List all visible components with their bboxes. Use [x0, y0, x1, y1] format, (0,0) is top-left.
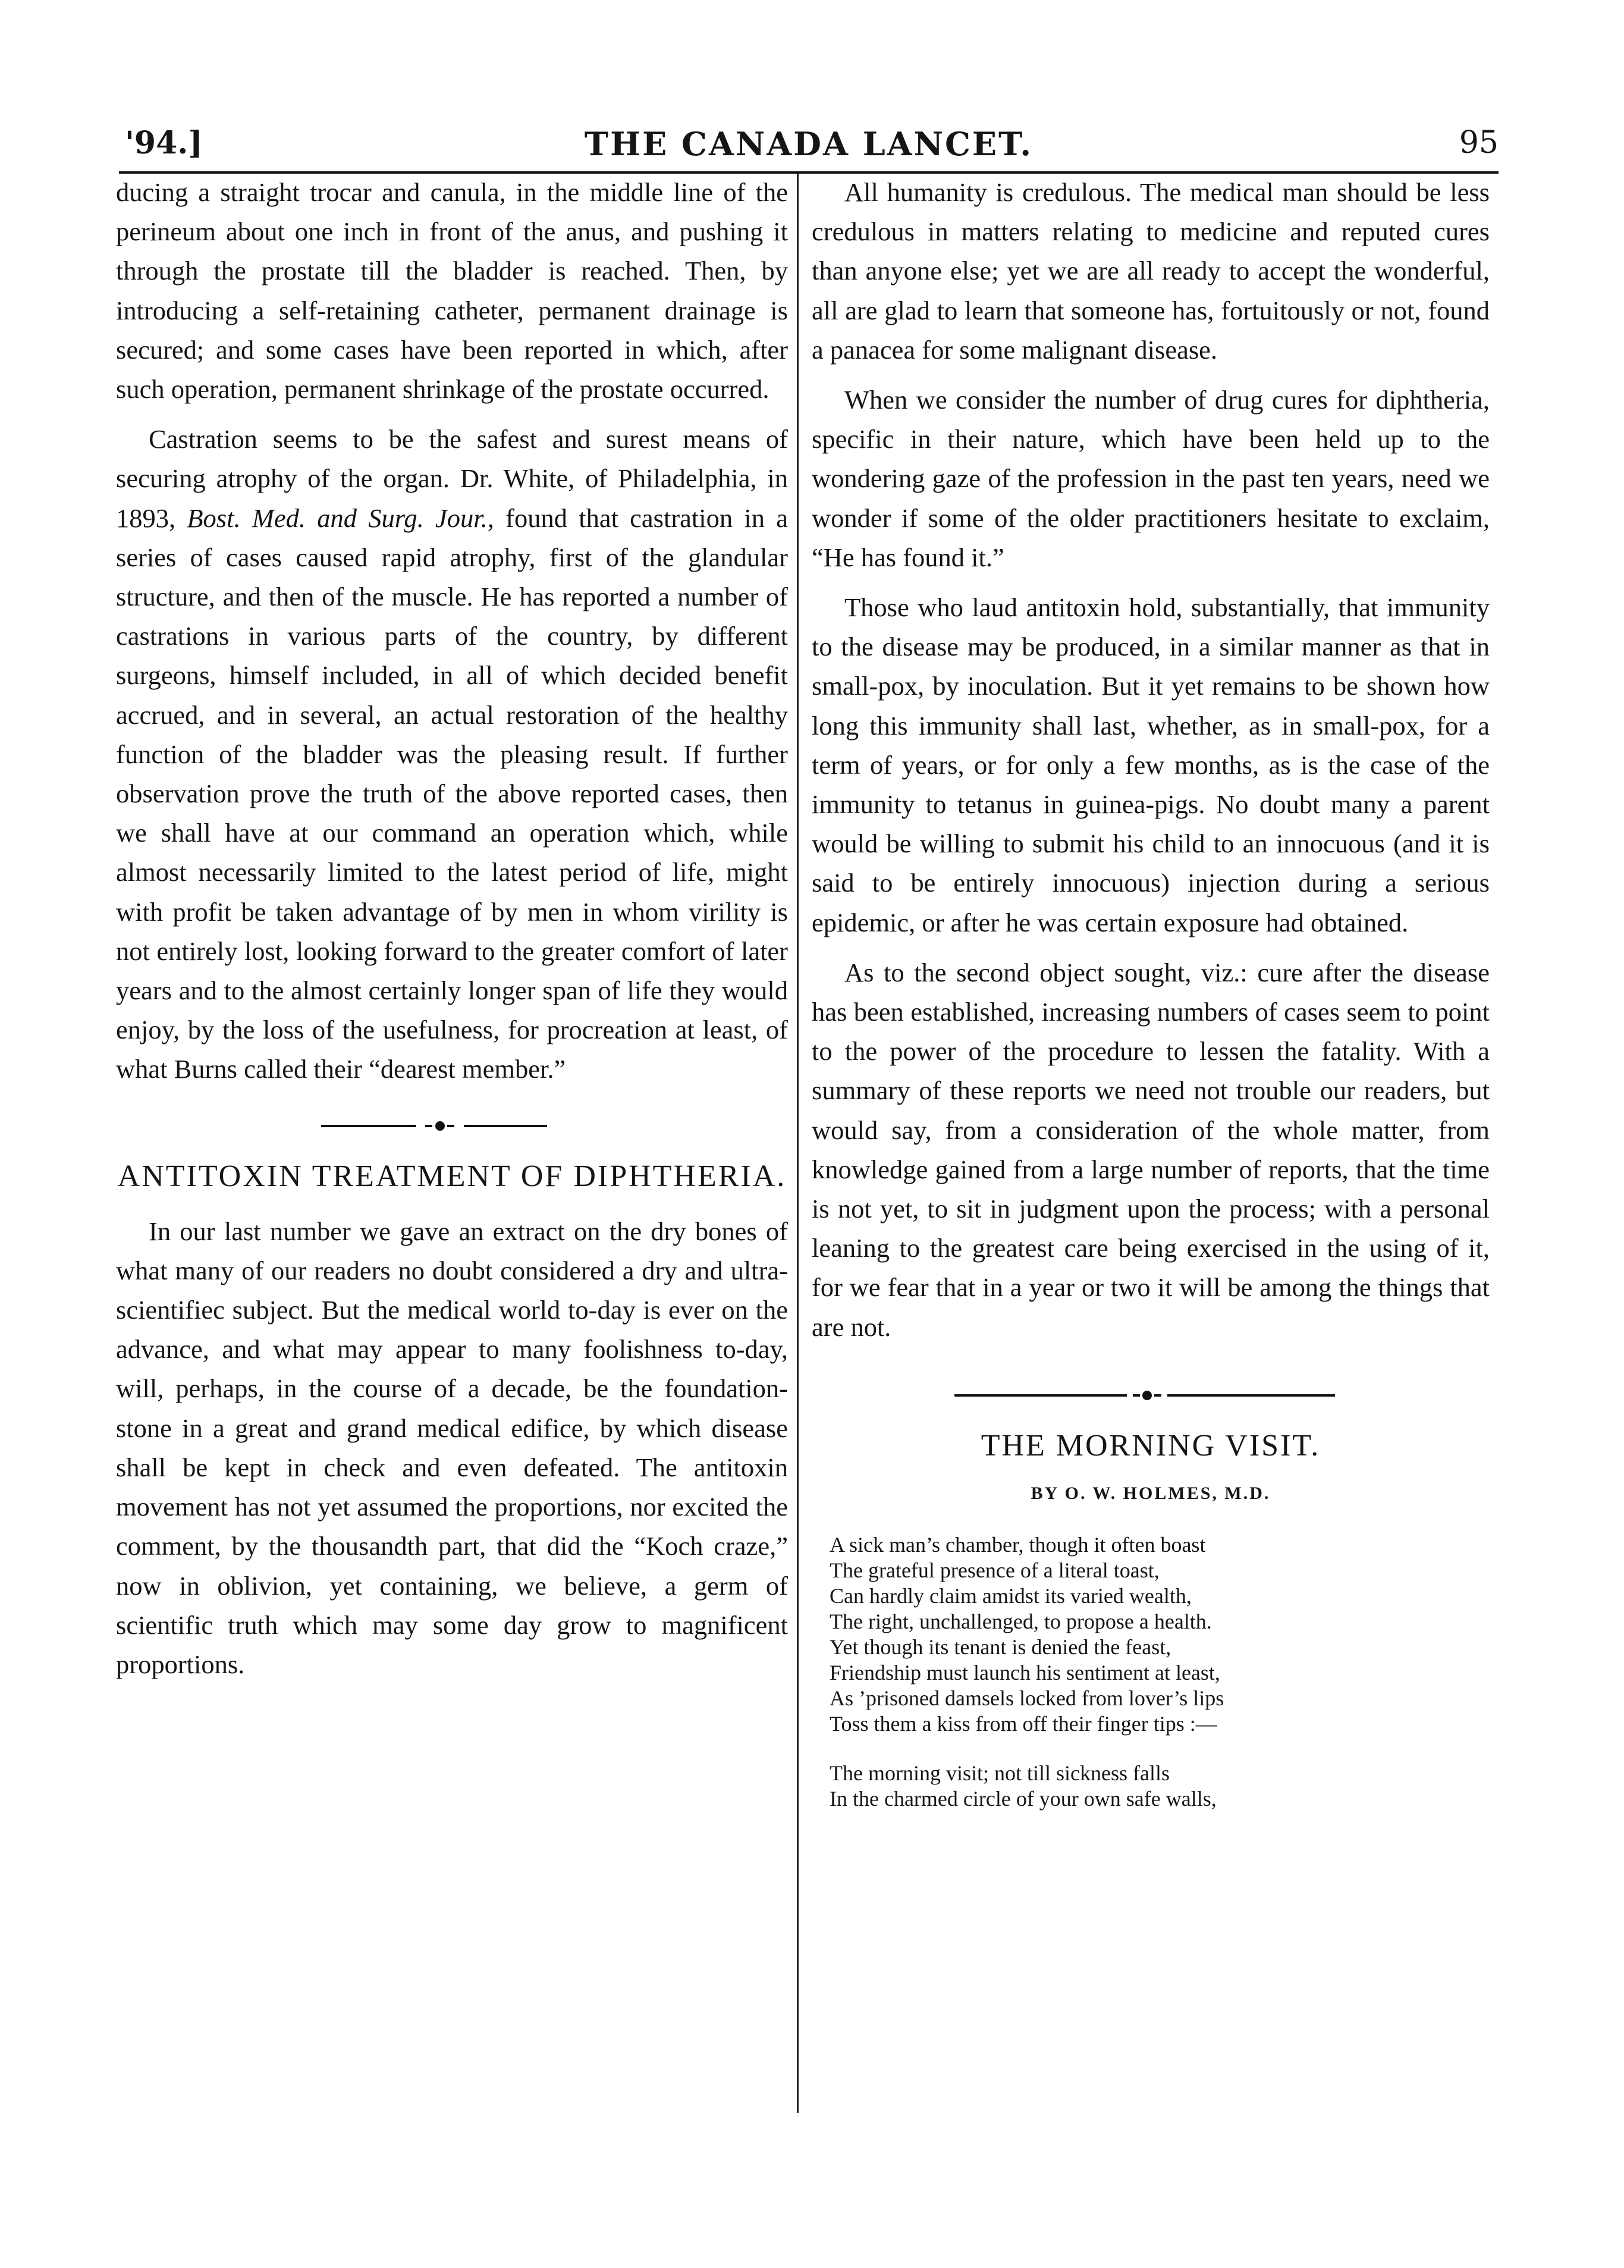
poem-line: In the charmed circle of your own safe walls, [830, 1786, 1217, 1811]
poem-line: The right, unchallenged, to propose a health. [830, 1609, 1212, 1633]
paragraph-immunity: Those who laud antitoxin hold, substantially, that immunity to the disease may be produced, in a similar manner as that in small-pox, by inoculation. But it yet remains to be shown how long this immunity shall last, whether, as in small-pox, for a term of years, or for only a few months, as is the case of the immunity to tetanus in guinea-pigs. No doubt many a parent would be willing to submit his child to an innocuous (and it is said to be entirely innocuous) injection during a serious epidemic, or after he was certain exposure had obtained. [812, 592, 1490, 937]
poem-line: Yet though its tenant is denied the feast, [830, 1635, 1171, 1659]
journal-title: THE CANADA LANCET. [584, 125, 1034, 163]
poem-title: THE MORNING VISIT. [981, 1428, 1321, 1463]
header-volume-mark: '94.] [125, 125, 203, 161]
poem-byline: BY O. W. HOLMES, M.D. [1031, 1483, 1271, 1503]
poem-line: Can hardly claim amidst its varied wealth, [830, 1583, 1192, 1608]
poem-line: As ’prisoned damsels locked from lover’s lips [830, 1686, 1224, 1710]
poem-line: The grateful presence of a literal toast, [830, 1558, 1160, 1582]
left-column [116, 172, 788, 1695]
column-divider [797, 174, 799, 2113]
running-header [119, 119, 1499, 172]
poem [830, 1532, 1490, 1812]
paragraph-credulous: All humanity is credulous. The medical man should be less credulous in matters relating to medicine and reputed cures than anyone else; yet we are all ready to accept the wonderful, all are glad to learn that someone has, fortuitously or not, found a panacea for some malignant disease. [812, 177, 1490, 365]
poem-line: A sick man’s chamber, though it often boast [830, 1532, 1206, 1557]
section-ornament [116, 1100, 788, 1153]
poem-line: Friendship must launch his sentiment at least, [830, 1660, 1220, 1684]
castration-text-before: Castration seems to be the safest and surest means of securing atrophy of the organ. Dr. White, of Philadelphia, in 1893, [116, 424, 788, 533]
stanza-gap [830, 1737, 1490, 1761]
section-ornament [812, 1357, 1490, 1423]
journal-citation: Bost. Med. and Surg. Jour. [187, 503, 488, 533]
castration-text-after: , found that castration in a series of cases caused rapid atrophy, first of the glandular structure, and then of the muscle. He has reported a number of castrations in various parts of the country, by different surgeons, himself included, in all of which decided benefit accrued, and in several, an actual restoration of the healthy function of the bladder was the pleasing result. If further observation prove the truth of the above reported cases, then we shall have at our command an operation which, while almost necessarily limited to the latest period of life, might with profit be taken advantage of by men in whom virility is not entirely lost, looking forward to the greater comfort of later years and to the almost certainly longer span of life they would enjoy, by the loss of the usefulness, for procreation at least, of what Burns called their “dearest member.” [116, 503, 788, 1084]
poem-line: The morning visit; not till sickness falls [830, 1761, 1170, 1785]
paragraph-second-object: As to the second object sought, viz.: cure after the disease has been established, increasing numbers of cases seem to point to the power of the procedure to lessen the fatality. With a summary of these reports we need not trouble our readers, but would say, from a consideration of the whole matter, from knowledge gained from a large number of reports, that the time is not yet, to sit in judgment upon the process; with a personal leaning to the greatest care being exercised in the using of it, for we fear that in a year or two it will be among the things that are not. [812, 957, 1490, 1342]
article-title: ANTITOXIN TREATMENT OF DIPHTHERIA. [117, 1159, 787, 1193]
poem-line: Toss them a kiss from off their finger tips :— [830, 1711, 1217, 1736]
continued-paragraph: ducing a straight trocar and canula, in the middle line of the perineum about one inch in front of the anus, and pushing it through the prostate till the bladder is reached. Then, by introducing a self-retaining catheter, permanent drainage is secured; and some cases have been reported in which, after such operation, permanent shrinkage of the prostate occurred. [116, 177, 788, 404]
article-paragraph: In our last number we gave an extract on the dry bones of what many of our readers no doubt considered a dry and ultra-scientifiec subject. But the medical world to-day is ever on the advance, and what may appear to many foolishness to-day, will, perhaps, in the course of a decade, be the foundation-stone in a great and grand medical edifice, by which disease shall be kept in check and even defeated. The antitoxin movement has not yet assumed the proportions, nor excited the comment, by the thousandth part, that did the “Koch craze,” now in oblivion, yet containing, we believe, a germ of scientific truth which may some day grow to magnificent proportions. [116, 1216, 788, 1679]
page-number: 95 [1459, 125, 1499, 161]
right-column [812, 172, 1490, 1812]
paragraph-drug-cures: When we consider the number of drug cures for diphtheria, specific in their nature, which have been held up to the wondering gaze of the profession in the past ten years, need we wonder if some of the older practitioners hesitate to exclaim, “He has found it.” [812, 385, 1490, 572]
castration-paragraph [116, 419, 788, 1088]
